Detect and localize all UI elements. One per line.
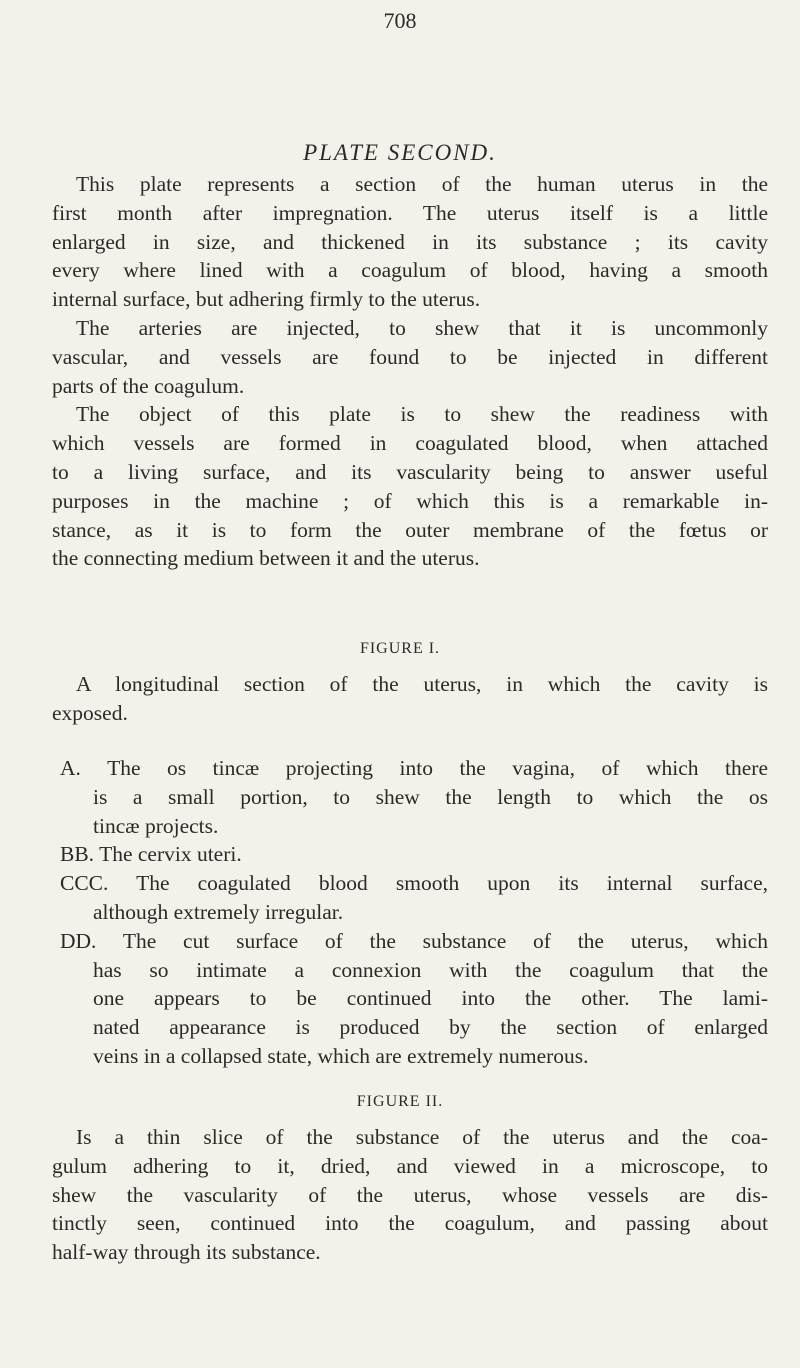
text-line: A longitudinal section of the uterus, in which the cavity is: [76, 672, 768, 696]
legend-item: [60, 754, 768, 840]
intro-text: [52, 170, 768, 573]
figure-1-heading: FIGURE I.: [359, 640, 441, 657]
legend-text: The cut surface of the substance of the uterus, which: [122, 928, 768, 953]
legend-text: The cervix uteri.: [99, 842, 242, 867]
text-line: This plate represents a section of the human uterus in the: [76, 172, 768, 196]
text-line: exposed.: [52, 700, 128, 725]
text-line: The arteries are injected, to shew that it is uncommonly: [76, 315, 768, 340]
text-line: which vessels are formed in coagulated blood, when attached: [52, 431, 768, 456]
legend-label: DD.: [60, 928, 97, 953]
text-line: [60, 840, 768, 869]
text-line: has so intimate a connexion with the coagulum that the: [93, 957, 768, 982]
legend-item: [60, 927, 768, 1071]
page-number: 708: [383, 8, 417, 33]
figure-1-description: [52, 670, 768, 728]
text-line: every where lined with a coagulum of blood, having a smooth: [52, 258, 768, 283]
text-line: stance, as it is to form the outer membrane of the fœtus or: [52, 517, 768, 542]
paragraph: [52, 314, 768, 400]
text-line: [60, 869, 768, 898]
legend-text: The os tincæ projecting into the vagina, of which there: [107, 756, 768, 780]
paragraph: [52, 400, 768, 573]
text-line: to a living surface, and its vascularity being to answer useful: [52, 459, 768, 484]
legend-label: CCC.: [60, 871, 109, 896]
text-line: tinctly seen, continued into the coagulum, and passing about: [52, 1211, 768, 1236]
text-line: veins in a collapsed state, which are extremely numerous.: [93, 1043, 589, 1068]
legend-item: [60, 840, 768, 869]
text-line: [60, 927, 768, 956]
paragraph: [52, 170, 768, 314]
text-line: internal surface, but adhering firmly to the uterus.: [52, 287, 481, 312]
text-line: half-way through its substance.: [52, 1240, 321, 1265]
text-line: [60, 754, 768, 783]
figure-1-legend: [60, 754, 768, 1071]
text-line: although extremely irregular.: [93, 899, 344, 924]
text-line: gulum adhering to it, dried, and viewed in a microscope, to: [52, 1153, 768, 1178]
text-line: The object of this plate is to shew the readiness with: [76, 402, 768, 427]
legend-item: [60, 869, 768, 927]
text-line: nated appearance is produced by the section of enlarged: [93, 1015, 768, 1040]
text-line: is a small portion, to shew the length to which the os: [93, 784, 768, 809]
text-line: one appears to be continued into the other. The lami-: [93, 986, 768, 1011]
legend-text: The coagulated blood smooth upon its internal surface,: [136, 871, 768, 896]
text-line: enlarged in size, and thickened in its substance ; its cavity: [52, 229, 768, 254]
text-line: shew the vascularity of the uterus, whose vessels are dis-: [52, 1182, 768, 1207]
legend-label: BB.: [60, 842, 95, 867]
figure-2-heading: FIGURE II.: [356, 1093, 444, 1110]
text-line: purposes in the machine ; of which this is a remarkable in-: [52, 488, 768, 513]
text-line: parts of the coagulum.: [52, 373, 245, 398]
figure-2-description: [52, 1123, 768, 1267]
text-line: Is a thin slice of the substance of the uterus and the coa-: [76, 1125, 768, 1149]
plate-title: PLATE SECOND.: [303, 140, 497, 165]
text-line: the connecting medium between it and the uterus.: [52, 546, 480, 571]
legend-label: A.: [60, 756, 81, 780]
text-line: tincæ projects.: [93, 813, 219, 838]
text-line: vascular, and vessels are found to be injected in different: [52, 344, 768, 369]
text-line: first month after impregnation. The uterus itself is a little: [52, 200, 768, 225]
